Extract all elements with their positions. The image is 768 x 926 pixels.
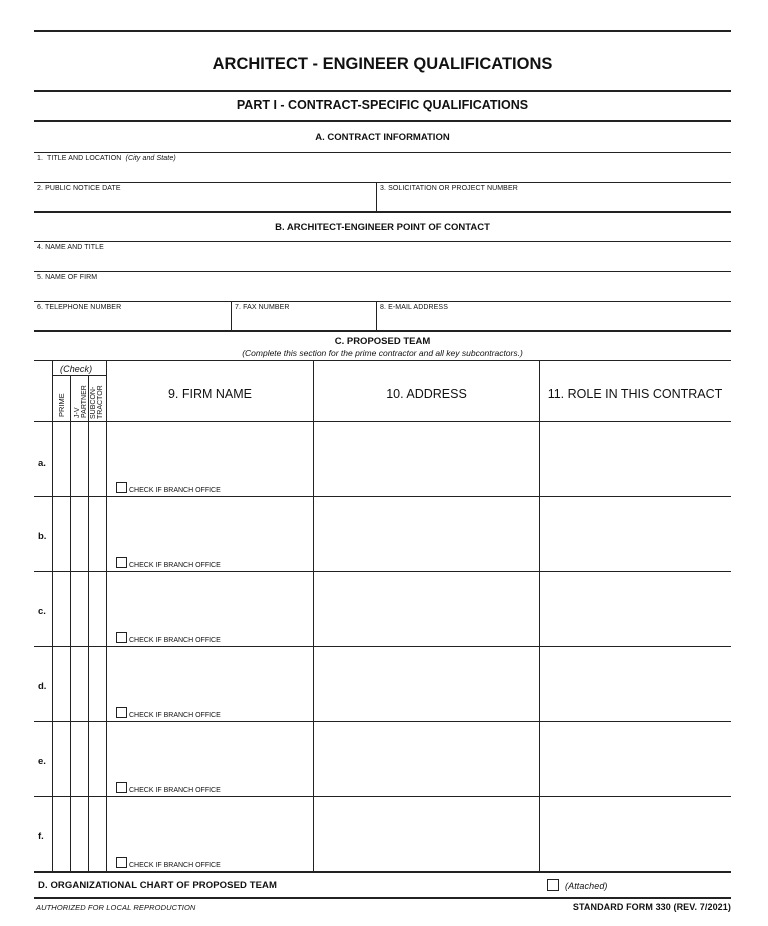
grid-line (106, 360, 107, 871)
subcontractor-col-label: SUBCON-TRACTOR (90, 385, 104, 419)
rule (34, 90, 731, 92)
branch-office-checkbox[interactable] (116, 707, 127, 718)
row-divider (34, 571, 731, 572)
footer-form-number: STANDARD FORM 330 (REV. 7/2021) (572, 902, 731, 912)
grid-line (539, 360, 540, 871)
name-title-input[interactable] (40, 253, 720, 268)
divider (231, 301, 232, 331)
field-2-label: 2. PUBLIC NOTICE DATE (37, 185, 121, 192)
telephone-input[interactable] (40, 313, 226, 328)
check-header-rule (52, 375, 107, 376)
footer-reproduction-note: AUTHORIZED FOR LOCAL REPRODUCTION (36, 903, 196, 912)
firm-name-input[interactable] (40, 283, 720, 298)
row-divider (34, 721, 731, 722)
section-c-title: C. PROPOSED TEAM (334, 336, 431, 347)
field-5-label: 5. NAME OF FIRM (37, 274, 98, 281)
divider (376, 182, 377, 212)
check-header: (Check) (60, 364, 93, 374)
branch-office-label: CHECK IF BRANCH OFFICE (129, 787, 221, 794)
rule (34, 152, 731, 153)
row-divider (34, 496, 731, 497)
branch-office-label: CHECK IF BRANCH OFFICE (129, 487, 221, 494)
rule (34, 871, 731, 873)
rule (34, 211, 731, 213)
branch-office-checkbox[interactable] (116, 632, 127, 643)
rule (34, 330, 731, 332)
section-a-title: A. CONTRACT INFORMATION (315, 132, 450, 143)
solicitation-number-input[interactable] (382, 194, 722, 209)
section-d-title: D. ORGANIZATIONAL CHART OF PROPOSED TEAM (38, 880, 278, 891)
field-6-label: 6. TELEPHONE NUMBER (37, 304, 122, 311)
title-location-input[interactable] (40, 164, 720, 179)
branch-office-checkbox[interactable] (116, 482, 127, 493)
public-notice-date-input[interactable] (40, 194, 370, 209)
top-rule (34, 30, 731, 32)
field-3-label: 3. SOLICITATION OR PROJECT NUMBER (380, 185, 518, 192)
rule (34, 182, 731, 183)
rule (34, 120, 731, 122)
col-role: 11. ROLE IN THIS CONTRACT (547, 387, 723, 401)
form-title: ARCHITECT - ENGINEER QUALIFICATIONS (212, 55, 553, 73)
rule (34, 241, 731, 242)
rule (34, 271, 731, 272)
rule (34, 360, 731, 361)
section-b-title: B. ARCHITECT-ENGINEER POINT OF CONTACT (275, 222, 490, 233)
col-address: 10. ADDRESS (386, 387, 467, 401)
branch-office-label: CHECK IF BRANCH OFFICE (129, 562, 221, 569)
branch-office-checkbox[interactable] (116, 857, 127, 868)
grid-line (313, 360, 314, 871)
divider (376, 301, 377, 331)
field-7-label: 7. FAX NUMBER (235, 304, 290, 311)
row-label: c. (38, 606, 46, 617)
row-label: b. (38, 531, 47, 542)
fax-input[interactable] (236, 313, 372, 328)
field-4-label: 4. NAME AND TITLE (37, 244, 104, 251)
branch-office-checkbox[interactable] (116, 782, 127, 793)
row-divider (34, 646, 731, 647)
row-label: a. (38, 458, 46, 469)
row-label: d. (38, 681, 47, 692)
field-8-label: 8. E-MAIL ADDRESS (380, 304, 448, 311)
email-input[interactable] (382, 313, 722, 328)
field-1-label: 1. TITLE AND LOCATION (City and State) (37, 155, 176, 162)
branch-office-label: CHECK IF BRANCH OFFICE (129, 862, 221, 869)
attached-label: (Attached) (565, 881, 608, 891)
branch-office-checkbox[interactable] (116, 557, 127, 568)
row-label: e. (38, 756, 46, 767)
branch-office-label: CHECK IF BRANCH OFFICE (129, 637, 221, 644)
rule (34, 897, 731, 899)
prime-col-label: PRIME (57, 393, 66, 417)
attached-checkbox[interactable] (547, 879, 559, 891)
part-title: PART I - CONTRACT-SPECIFIC QUALIFICATIONS (236, 98, 529, 112)
col-firm-name: 9. FIRM NAME (167, 387, 253, 401)
jv-partner-col-label: J-V PARTNER (74, 385, 88, 418)
row-label: f. (38, 831, 44, 842)
section-c-note: (Complete this section for the prime contractor and all key subcontractors.) (242, 348, 523, 358)
rule (34, 421, 731, 422)
grid-line (52, 360, 53, 871)
row-divider (34, 796, 731, 797)
branch-office-label: CHECK IF BRANCH OFFICE (129, 712, 221, 719)
rule (34, 301, 731, 302)
